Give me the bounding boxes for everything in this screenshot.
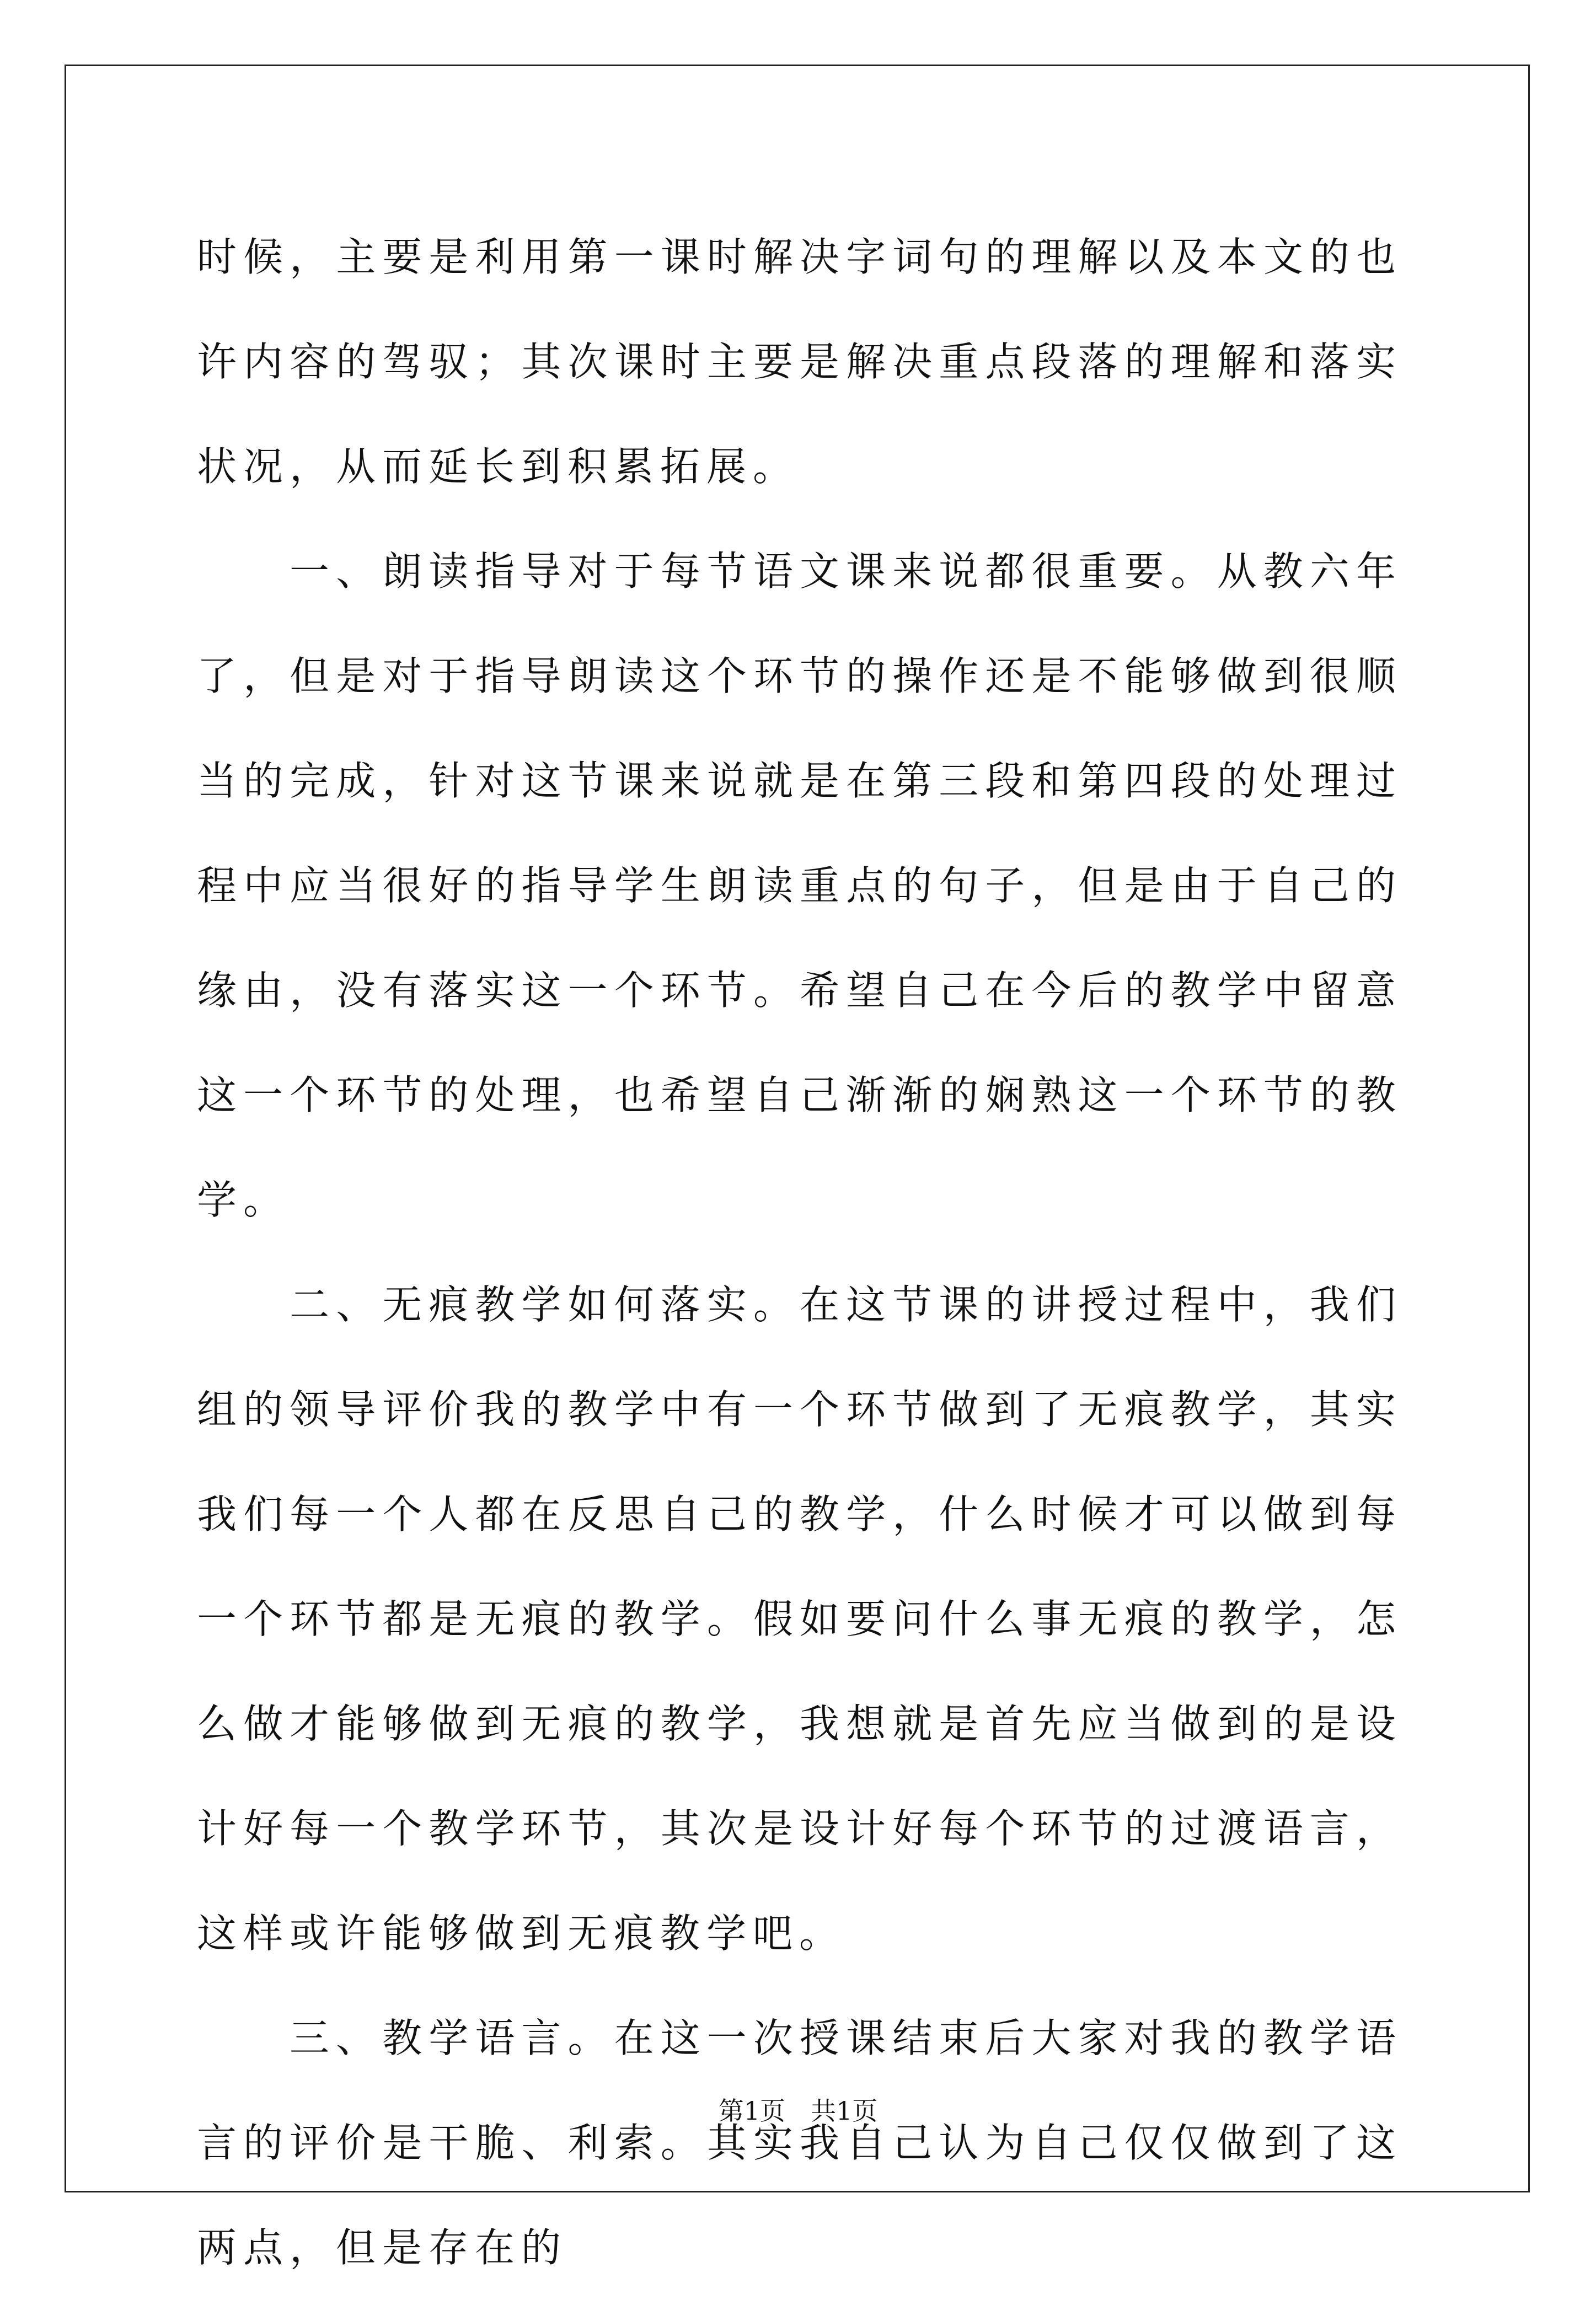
paragraph-4: 三、教学语言。在这一次授课结束后大家对我的教学语言的评价是干脆、利索。其实我自己认为自己仅仅做到了这两点，但是存在的 <box>197 2015 1402 2271</box>
document-body <box>197 205 1402 2300</box>
paragraph-1: 时候，主要是利用第一课时解决字词句的理解以及本文的也许内容的驾驭；其次课时主要是解决重点段落的理解和落实状况，从而延长到积累拓展。 <box>197 234 1402 490</box>
page-footer: 第1页 共1页 <box>718 2096 878 2126</box>
paragraph-3: 二、无痕教学如何落实。在这节课的讲授过程中，我们组的领导评价我的教学中有一个环节做到了无痕教学，其实我们每一个人都在反思自己的教学，什么时候才可以做到每一个环节都是无痕的教学。假如要问什么事无痕的教学，怎么做才能够做到无痕的教学，我想就是首先应当做到的是设计好每一个教学环节，其次是设计好每个环节的过渡语言，这样或许能够做到无痕教学吧。 <box>197 1282 1402 1956</box>
paragraph-2: 一、朗读指导对于每节语文课来说都很重要。从教六年了，但是对于指导朗读这个环节的操作还是不能够做到很顺当的完成，针对这节课来说就是在第三段和第四段的处理过程中应当很好的指导学生朗读重点的句子，但是由于自己的缘由，没有落实这一个环节。希望自己在今后的教学中留意这一个环节的处理，也希望自己渐渐的娴熟这一个环节的教学。 <box>197 548 1402 1223</box>
